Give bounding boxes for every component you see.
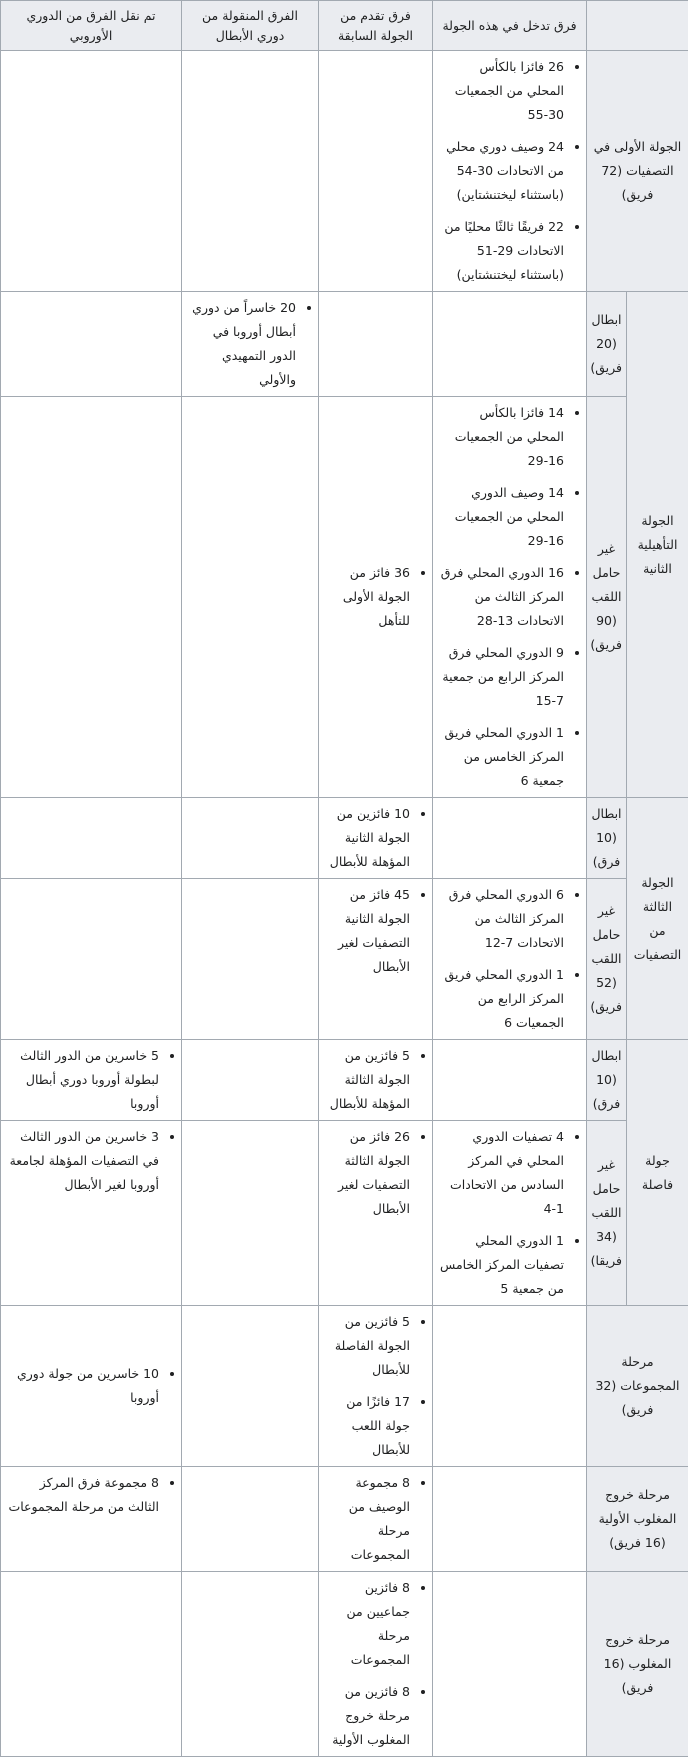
- path-champions: ابطال (10 فرق): [587, 798, 627, 879]
- cell-from-champions-league: [182, 1572, 319, 1757]
- list-item: • 9 الدوري المحلي فرق المركز الرابع من جمعية 7-15: [439, 641, 564, 713]
- list-item: • 20 خاسراً من دوري أبطال أوروبا في الدور التمهيدي والأولي: [188, 296, 296, 392]
- list-item: • 5 فائزين من الجولة الفاصلة للأبطال: [325, 1310, 410, 1382]
- list-item: • 1 الدوري المحلي فريق المركز الخامس من جمعية 6: [439, 721, 564, 793]
- entries-list: [439, 55, 580, 287]
- entries-list: [7, 1471, 175, 1519]
- entries-list: [325, 883, 426, 979]
- table-row: [1, 879, 688, 1040]
- list-item: • 3 خاسرين من الدور الثالث في التصفيات المؤهلة لجامعة أوروبا لغير الأبطال: [7, 1125, 159, 1197]
- table-row: [1, 1121, 688, 1306]
- table-row: [1, 51, 688, 292]
- entries-list: [325, 1310, 426, 1462]
- cell-new-entries: [433, 1306, 587, 1467]
- cell-new-entries: [433, 1467, 587, 1572]
- header-from-champions-league: الفرق المنقولة من دوري الأبطال: [182, 1, 319, 51]
- path-non-champions: غير حامل اللقب (34 فريقا): [587, 1121, 627, 1306]
- cell-new-entries: [433, 1040, 587, 1121]
- list-item: • 10 فائزين من الجولة الثانية المؤهلة للأبطال: [325, 802, 410, 874]
- cell-to-europa: [1, 798, 182, 879]
- entries-list: [439, 401, 580, 793]
- stage-play-off: جولة فاصلة: [627, 1040, 688, 1306]
- cell-from-champions-league: [182, 1040, 319, 1121]
- entries-list: [7, 1362, 175, 1410]
- header-to-europa: تم نقل الفرق من الدوري الأوروبي: [1, 1, 182, 51]
- header-new-entries: فرق تدخل في هذه الجولة: [433, 1, 587, 51]
- cell-from-previous: [319, 798, 433, 879]
- path-non-champions: غير حامل اللقب (52 فريق): [587, 879, 627, 1040]
- table-row: [1, 1040, 688, 1121]
- header-stage: [587, 1, 688, 51]
- list-item: • 14 فائزا بالكأس المحلي من الجمعيات 16-29: [439, 401, 564, 473]
- list-item: • 45 فائز من الجولة الثانية التصفيات لغير الأبطال: [325, 883, 410, 979]
- cell-to-europa: [1, 1121, 182, 1306]
- cell-to-europa: [1, 1040, 182, 1121]
- table-row: [1, 1467, 688, 1572]
- cell-new-entries: [433, 1572, 587, 1757]
- stage-knockout: مرحلة خروج المغلوب (16 فريق): [587, 1572, 688, 1757]
- cell-new-entries: [433, 292, 587, 397]
- cell-to-europa: [1, 1306, 182, 1467]
- table-row: [1, 397, 688, 798]
- list-item: • 6 الدوري المحلي فرق المركز الثالث من الاتحادات 7-12: [439, 883, 564, 955]
- cell-new-entries: [433, 397, 587, 798]
- list-item: • 10 خاسرين من جولة دوري أوروبا: [7, 1362, 159, 1410]
- entries-list: [439, 1125, 580, 1301]
- stage-knockout-playoff: مرحلة خروج المغلوب الأولية (16 فريق): [587, 1467, 688, 1572]
- list-item: • 1 الدوري المحلي فريق المركز الرابع من الجمعيات 6: [439, 963, 564, 1035]
- cell-from-previous: [319, 51, 433, 292]
- entries-list: [325, 802, 426, 874]
- list-item: • 14 وصيف الدوري المحلي من الجمعيات 16-29: [439, 481, 564, 553]
- cell-from-champions-league: [182, 1306, 319, 1467]
- cell-new-entries: [433, 51, 587, 292]
- list-item: • 24 وصيف دوري محلي من الاتحادات 30-54 (باستثناء ليختنشتاين): [439, 135, 564, 207]
- cell-from-champions-league: [182, 1467, 319, 1572]
- entries-list: [7, 1125, 175, 1197]
- path-non-champions: غير حامل اللقب (90 فريق): [587, 397, 627, 798]
- list-item: • 1 الدوري المحلي تصفيات المركز الخامس من جمعية 5: [439, 1229, 564, 1301]
- cell-new-entries: [433, 1121, 587, 1306]
- table-row: [1, 798, 688, 879]
- list-item: • 8 فائزين من مرحلة خروج المغلوب الأولية: [325, 1680, 410, 1752]
- cell-to-europa: [1, 879, 182, 1040]
- path-champions: ابطال (10 فرق): [587, 1040, 627, 1121]
- cell-new-entries: [433, 879, 587, 1040]
- cell-from-previous: [319, 292, 433, 397]
- entries-list: [188, 296, 312, 392]
- cell-from-previous: [319, 1572, 433, 1757]
- list-item: • 8 مجموعة فرق المركز الثالث من مرحلة المجموعات: [7, 1471, 159, 1519]
- cell-to-europa: [1, 1572, 182, 1757]
- list-item: • 4 تصفيات الدوري المحلي في المركز السادس من الاتحادات 1-4: [439, 1125, 564, 1221]
- cell-to-europa: [1, 51, 182, 292]
- cell-from-champions-league: [182, 798, 319, 879]
- list-item: • 5 فائزين من الجولة الثالثة المؤهلة للأبطال: [325, 1044, 410, 1116]
- cell-from-champions-league: [182, 292, 319, 397]
- cell-to-europa: [1, 292, 182, 397]
- cell-from-previous: [319, 1306, 433, 1467]
- stage-second-qualifying: الجولة التأهيلية الثانية: [627, 292, 688, 798]
- list-item: • 16 الدوري المحلي فرق المركز الثالث من الاتحادات 13-28: [439, 561, 564, 633]
- list-item: • 8 فائزين جماعيين من مرحلة المجموعات: [325, 1576, 410, 1672]
- list-item: • 8 مجموعة الوصيف من مرحلة المجموعات: [325, 1471, 410, 1567]
- header-row: [1, 1, 688, 51]
- cell-to-europa: [1, 397, 182, 798]
- stage-first-qualifying: الجولة الأولى في التصفيات (72 فريق): [587, 51, 688, 292]
- entries-list: [7, 1044, 175, 1116]
- entries-list: [325, 561, 426, 633]
- entries-list: [325, 1576, 426, 1752]
- cell-to-europa: [1, 1467, 182, 1572]
- table-row: [1, 292, 688, 397]
- table-row: [1, 1572, 688, 1757]
- list-item: • 5 خاسرين من الدور الثالث لبطولة أوروبا دوري أبطال أوروبا: [7, 1044, 159, 1116]
- cell-from-previous: [319, 879, 433, 1040]
- entries-list: [325, 1125, 426, 1221]
- list-item: • 26 فائز من الجولة الثالثة التصفيات لغير الأبطال: [325, 1125, 410, 1221]
- header-from-previous: فرق تقدم من الجولة السابقة: [319, 1, 433, 51]
- cell-from-champions-league: [182, 879, 319, 1040]
- entries-list: [439, 883, 580, 1035]
- cell-from-previous: [319, 1467, 433, 1572]
- path-champions: ابطال (20 فريق): [587, 292, 627, 397]
- list-item: • 22 فريقًا ثالثًا محليًا من الاتحادات 29-51 (باستثناء ليختنشتاين): [439, 215, 564, 287]
- table-row: [1, 1306, 688, 1467]
- cell-new-entries: [433, 798, 587, 879]
- entries-list: [325, 1471, 426, 1567]
- list-item: • 36 فائز من الجولة الأولى للتأهل: [325, 561, 410, 633]
- cell-from-previous: [319, 1121, 433, 1306]
- list-item: • 26 فائزا بالكأس المحلي من الجمعيات 30-55: [439, 55, 564, 127]
- cell-from-champions-league: [182, 397, 319, 798]
- list-item: • 17 فائزًا من جولة اللعب للأبطال: [325, 1390, 410, 1462]
- cell-from-previous: [319, 1040, 433, 1121]
- stage-group: مرحلة المجموعات (32 فريق): [587, 1306, 688, 1467]
- stage-third-qualifying: الجولة الثالثة من التصفيات: [627, 798, 688, 1040]
- cell-from-champions-league: [182, 1121, 319, 1306]
- cell-from-champions-league: [182, 51, 319, 292]
- cell-from-previous: [319, 397, 433, 798]
- entries-list: [325, 1044, 426, 1116]
